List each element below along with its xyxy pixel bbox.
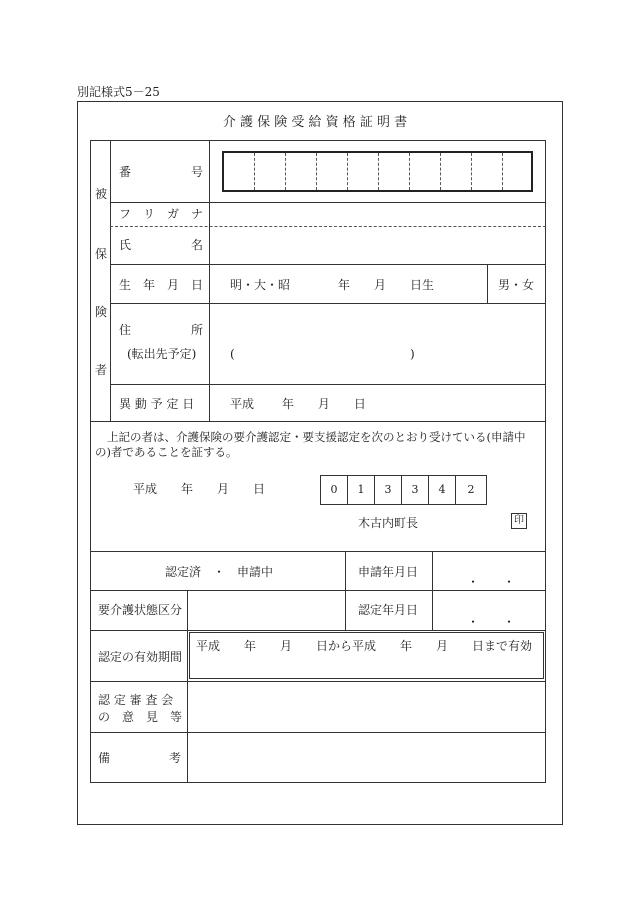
sex-value: 男・女: [498, 278, 535, 292]
number-label-2: 号: [191, 165, 204, 179]
certified-date-field[interactable]: [433, 591, 545, 630]
valid-period-value: 平成 年 月 日から平成 年 月 日まで有効: [196, 639, 533, 653]
care-level-label: 要介護状態区分: [98, 603, 183, 617]
insured-side-label-4: 者: [95, 363, 108, 377]
remarks-label-2: 考: [169, 751, 182, 765]
remarks-field[interactable]: [188, 733, 545, 782]
insurer-number-digit-3: 3: [374, 475, 402, 505]
insured-side-label-1: 被: [95, 187, 108, 201]
committee-label-line-2: の 意 見 等: [98, 710, 183, 724]
application-date-field[interactable]: [433, 552, 545, 590]
insurer-number-digit-1: 0: [320, 475, 348, 505]
certified-date-value: ・ ・: [467, 615, 516, 629]
address-field[interactable]: [210, 304, 545, 384]
application-date-value: ・ ・: [467, 575, 516, 589]
insurer-number-digit-2: 1: [347, 475, 375, 505]
birth-date-value: 明・大・昭 年 月 日生: [230, 278, 435, 292]
committee-opinion-field[interactable]: [188, 682, 545, 732]
statement-line-2: の)者であることを証する。: [95, 445, 238, 459]
insured-side-label-2: 保: [95, 247, 108, 261]
valid-period-label: 認定の有効期間: [98, 650, 183, 664]
care-level-field[interactable]: [188, 591, 345, 630]
certified-or-applying: 認定済 ・ 申請中: [165, 565, 274, 579]
address-paren-close: ): [410, 347, 415, 361]
remarks-label-1: 備: [98, 751, 111, 765]
issue-date: 平成 年 月 日: [133, 482, 266, 496]
move-date-value: 平成 年 月 日: [230, 397, 366, 411]
form-code: 別記様式5－25: [77, 85, 160, 99]
insurer-number-digit-5: 4: [428, 475, 456, 505]
statement-line-1: 上記の者は、介護保険の要介護認定・要支援認定を次のとおり受けている(申請中: [107, 430, 526, 444]
issuer-name: 木古内町長: [358, 516, 419, 530]
address-label-2: 所: [191, 323, 204, 337]
name-label-2: 名: [191, 238, 204, 252]
address-label-1: 住: [119, 323, 132, 337]
application-date-label: 申請年月日: [358, 565, 419, 579]
insurer-number-digit-6: 2: [455, 475, 487, 505]
committee-label-line-1: 認 定 審 査 会: [98, 693, 174, 707]
name-label-1: 氏: [119, 238, 132, 252]
furigana-label: フ リ ガ ナ: [119, 207, 204, 221]
number-label-1: 番: [119, 165, 132, 179]
insurer-number-digit-4: 3: [401, 475, 429, 505]
move-date-label: 異 動 予 定 日: [119, 397, 195, 411]
insured-side-label-3: 険: [95, 305, 108, 319]
certified-date-label: 認定年月日: [358, 603, 419, 617]
seal-mark: 印: [511, 513, 527, 529]
furigana-field[interactable]: [210, 203, 545, 226]
address-paren-open: (: [230, 347, 235, 361]
name-field[interactable]: [210, 227, 545, 264]
birth-date-label: 生 年 月 日: [119, 278, 204, 292]
address-sub-label: (転出先予定): [127, 347, 197, 361]
form-title: 介 護 保 険 受 給 資 格 証 明 書: [222, 115, 408, 130]
